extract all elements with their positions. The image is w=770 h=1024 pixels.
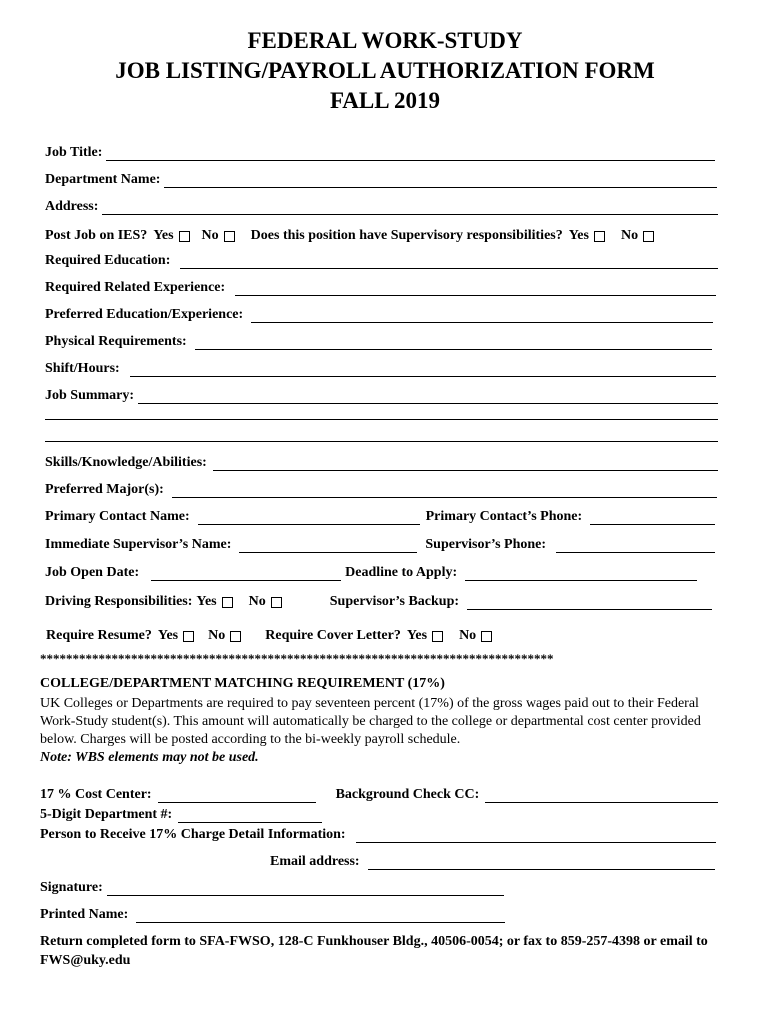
- matching-heading: COLLEGE/DEPARTMENT MATCHING REQUIREMENT (17%): [40, 676, 445, 691]
- cover-letter-yes-checkbox[interactable]: [432, 631, 443, 642]
- job-open-date-field[interactable]: [151, 567, 341, 581]
- skills-row: [45, 454, 718, 471]
- shift-hours-row: [45, 360, 716, 377]
- require-resume-label: Require Resume?: [46, 628, 152, 643]
- primary-contact-name-label: Primary Contact Name:: [45, 509, 190, 524]
- form-title-line-1: FEDERAL WORK-STUDY: [247, 28, 523, 53]
- skills-label: Skills/Knowledge/Abilities:: [45, 455, 207, 470]
- preferred-majors-row: [45, 481, 717, 498]
- primary-contact-phone-field[interactable]: [590, 511, 715, 525]
- supervisor-phone-field[interactable]: [556, 539, 715, 553]
- address-row: [45, 198, 718, 215]
- required-education-label: Required Education:: [45, 253, 171, 268]
- preferred-education-label: Preferred Education/Experience:: [45, 307, 244, 322]
- signature-row: [40, 879, 504, 896]
- dept-number-field[interactable]: [178, 809, 322, 823]
- job-open-date-row: [45, 564, 697, 581]
- skills-field[interactable]: [213, 457, 718, 471]
- job-summary-line-3[interactable]: [45, 441, 718, 442]
- job-title-field[interactable]: [106, 147, 715, 161]
- driving-yes-label: Yes: [196, 594, 217, 609]
- driving-label: Driving Responsibilities:: [45, 594, 193, 609]
- job-title-label: Job Title:: [45, 145, 103, 160]
- background-check-label: Background Check CC:: [335, 787, 480, 802]
- supervisor-name-label: Immediate Supervisor’s Name:: [45, 537, 232, 552]
- asterisk-separator: *******************************************************************************: [40, 651, 554, 666]
- address-field[interactable]: [102, 201, 718, 215]
- primary-contact-phone-label: Primary Contact’s Phone:: [425, 509, 583, 524]
- physical-requirements-field[interactable]: [195, 336, 712, 350]
- job-open-date-label: Job Open Date:: [45, 565, 140, 580]
- cover-letter-no-checkbox[interactable]: [481, 631, 492, 642]
- post-job-row: [45, 227, 725, 244]
- job-summary-field[interactable]: [138, 390, 718, 404]
- job-summary-label: Job Summary:: [45, 388, 135, 403]
- department-name-row: [45, 171, 717, 188]
- preferred-education-row: [45, 306, 713, 323]
- deadline-field[interactable]: [465, 567, 697, 581]
- cover-letter-no-label: No: [459, 628, 477, 643]
- deadline-label: Deadline to Apply:: [345, 565, 458, 580]
- email-field[interactable]: [368, 856, 715, 870]
- email-row: [270, 853, 715, 870]
- driving-no-checkbox[interactable]: [271, 597, 282, 608]
- job-title-row: [45, 144, 715, 161]
- matching-paragraph: [40, 695, 720, 767]
- supervisory-no-label: No: [620, 228, 639, 243]
- cost-center-field[interactable]: [158, 789, 316, 803]
- required-education-row: [45, 252, 718, 269]
- department-name-label: Department Name:: [45, 172, 161, 187]
- supervisor-backup-label: Supervisor’s Backup:: [329, 594, 460, 609]
- job-summary-line-2[interactable]: [45, 419, 718, 420]
- required-experience-field[interactable]: [235, 282, 716, 296]
- physical-requirements-label: Physical Requirements:: [45, 334, 187, 349]
- address-label: Address:: [45, 199, 99, 214]
- shift-hours-field[interactable]: [130, 363, 716, 377]
- post-job-yes-checkbox[interactable]: [179, 231, 190, 242]
- charge-person-label: Person to Receive 17% Charge Detail Information:: [40, 827, 346, 842]
- email-label: Email address:: [270, 854, 360, 869]
- supervisory-yes-checkbox[interactable]: [594, 231, 605, 242]
- matching-body: UK Colleges or Departments are required to pay seventeen percent (17%) of the gross wages paid out to their Federal Work-Study student(s). This amount will automatically be charged to the college or departmental cost center provided below. Charges will be posted according to the bi-weekly payroll schedule.: [40, 696, 701, 747]
- driving-row: [45, 593, 712, 610]
- supervisor-name-field[interactable]: [239, 539, 417, 553]
- return-instructions: Return completed form to SFA-FWSO, 128-C Funkhouser Bldg., 40506-0054; or fax to 859-257-4398 or email to FWS@uky.edu: [40, 934, 708, 968]
- dept-number-row: [40, 806, 322, 823]
- charge-person-row: [40, 826, 716, 843]
- supervisor-row: [45, 536, 715, 553]
- post-job-label: Post Job on IES?: [45, 228, 148, 243]
- post-job-no-checkbox[interactable]: [224, 231, 235, 242]
- printed-name-field[interactable]: [136, 909, 505, 923]
- supervisor-phone-label: Supervisor’s Phone:: [425, 537, 547, 552]
- supervisory-yes-label: Yes: [568, 228, 589, 243]
- supervisor-backup-field[interactable]: [467, 596, 712, 610]
- matching-note: Note: WBS elements may not be used.: [40, 750, 259, 765]
- preferred-majors-label: Preferred Major(s):: [45, 482, 164, 497]
- required-experience-label: Required Related Experience:: [45, 280, 226, 295]
- cover-letter-yes-label: Yes: [406, 628, 428, 643]
- driving-yes-checkbox[interactable]: [222, 597, 233, 608]
- resume-no-label: No: [208, 628, 226, 643]
- post-job-no-label: No: [201, 228, 219, 243]
- require-cover-letter-label: Require Cover Letter?: [265, 628, 401, 643]
- preferred-education-field[interactable]: [251, 309, 713, 323]
- department-name-field[interactable]: [164, 174, 717, 188]
- charge-person-field[interactable]: [356, 829, 716, 843]
- resume-yes-checkbox[interactable]: [183, 631, 194, 642]
- required-education-field[interactable]: [180, 255, 718, 269]
- supervisory-no-checkbox[interactable]: [643, 231, 654, 242]
- signature-field[interactable]: [107, 882, 504, 896]
- resume-yes-label: Yes: [157, 628, 179, 643]
- form-title-line-2: JOB LISTING/PAYROLL AUTHORIZATION FORM: [115, 58, 655, 83]
- form-title-line-3: FALL 2019: [329, 88, 441, 113]
- resume-no-checkbox[interactable]: [230, 631, 241, 642]
- physical-requirements-row: [45, 333, 712, 350]
- driving-no-label: No: [248, 594, 266, 609]
- background-check-field[interactable]: [485, 789, 718, 803]
- primary-contact-row: [45, 508, 715, 525]
- required-experience-row: [45, 279, 716, 296]
- primary-contact-name-field[interactable]: [198, 511, 420, 525]
- signature-label: Signature:: [40, 880, 103, 895]
- supervisory-label: Does this position have Supervisory responsibilities?: [250, 228, 563, 243]
- printed-name-label: Printed Name:: [40, 907, 129, 922]
- shift-hours-label: Shift/Hours:: [45, 361, 120, 376]
- job-summary-row: [45, 387, 718, 404]
- printed-name-row: [40, 906, 505, 923]
- preferred-majors-field[interactable]: [172, 484, 717, 498]
- cost-center-row: [40, 786, 718, 803]
- require-resume-row: [46, 627, 606, 644]
- post-job-yes-label: Yes: [153, 228, 174, 243]
- dept-number-label: 5-Digit Department #:: [40, 807, 173, 822]
- cost-center-label: 17 % Cost Center:: [40, 787, 152, 802]
